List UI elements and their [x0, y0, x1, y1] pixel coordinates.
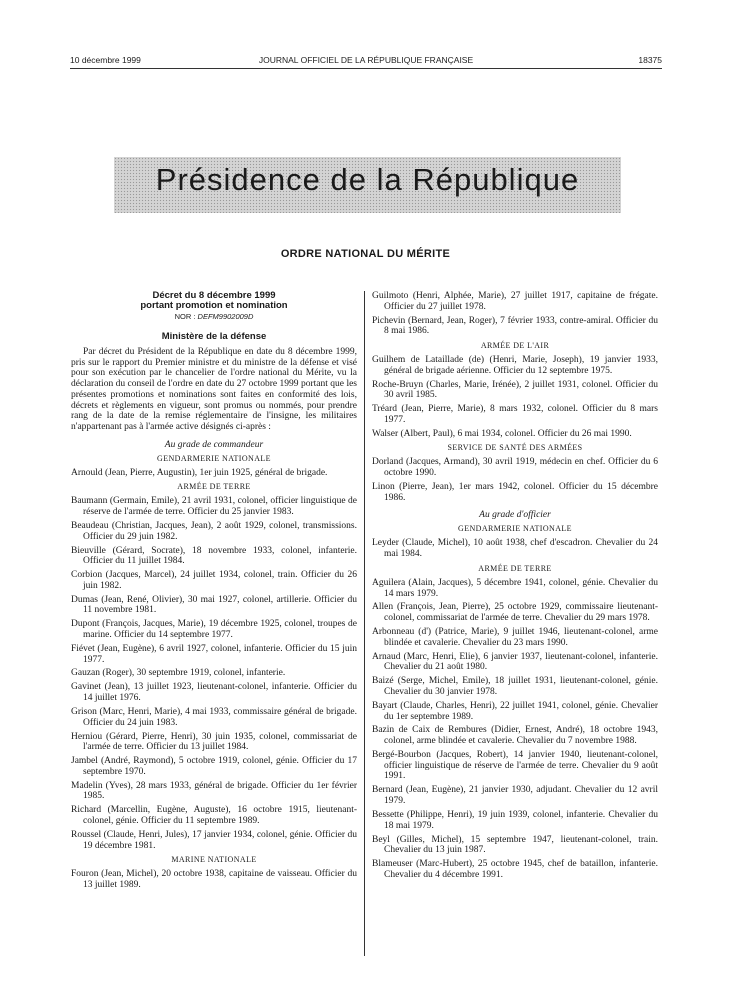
left-entries	[71, 440, 357, 891]
list-item: Arnould (Jean, Pierre, Augustin), 1er juin 1925, général de brigade.	[71, 467, 328, 478]
list-item: Fiévet (Jean, Eugène), 6 avril 1927, colonel, infanterie. Officier du 15 juin 1977.	[71, 643, 357, 665]
list-item: Herniou (Gérard, Pierre, Henri), 30 juin 1935, colonel, commissariat de l'armée de terre. Officier du 13 juillet 1984.	[71, 731, 357, 753]
list-item: Bazin de Caix de Rembures (Didier, Ernest, André), 18 octobre 1943, colonel, arme blindée et cavalerie. Chevalier du 7 novembre 1988.	[372, 725, 658, 747]
header-rule	[70, 68, 662, 69]
list-item: Aguilera (Alain, Jacques), 5 décembre 1941, colonel, génie. Chevalier du 14 mars 1979.	[372, 577, 658, 599]
list-item: Grison (Marc, Henri, Marie), 4 mai 1933, commissaire général de brigade. Officier du 24 juin 1983.	[71, 706, 357, 728]
list-item: Guilmoto (Henri, Alphée, Marie), 27 juillet 1917, capitaine de frégate. Officier du 27 juillet 1978.	[372, 291, 658, 312]
left-column	[71, 291, 357, 894]
nor-label: NOR :	[174, 312, 196, 321]
header-date: 10 décembre 1999	[70, 55, 141, 65]
subsection-heading: ARMÉE DE TERRE	[478, 563, 552, 573]
list-item: Blameuser (Marc-Hubert), 25 octobre 1945, chef de bataillon, infanterie. Chevalier du 4 décembre 1991.	[372, 859, 658, 880]
decree-intro: Par décret du Président de la République en date du 8 décembre 1999, pris sur le rapport du Premier ministre et du ministre de la défense et visé pour son exécution par le chancelier de l'ordre national du Mérite, vu la déclaration du conseil de l'ordre en date du 27 octobre 1999 portant que les présentes promotions et nominations sont faites en conformité des lois, décrets et règlements en vigueur, sont promus ou nommés, pour prendre rang de la date de la remise réglementaire de l'insigne, les militaires n'appartenant pas à l'armée active désignés ci-après :	[71, 347, 357, 432]
subsection-heading: MARINE NATIONALE	[171, 855, 257, 865]
list-item: Beaudeau (Christian, Jacques, Jean), 2 août 1929, colonel, transmissions. Officier du 29 juin 1982.	[71, 520, 357, 542]
nor-code: DEFM9902009D	[197, 312, 254, 321]
list-item: Richard (Marcellin, Eugène, Auguste), 16 octobre 1915, lieutenant-colonel, génie. Officier du 11 septembre 1989.	[71, 805, 357, 827]
header-journal-title: JOURNAL OFFICIEL DE LA RÉPUBLIQUE FRANÇAISE	[258, 55, 474, 65]
list-item: Linon (Pierre, Jean), 1er mars 1942, colonel. Officier du 15 décembre 1986.	[372, 482, 658, 503]
grade-heading: Au grade d'officier	[479, 510, 551, 521]
list-item: Gavinet (Jean), 13 juillet 1923, lieutenant-colonel, infanterie. Officier du 14 juillet 1976.	[71, 682, 357, 704]
right-entries	[372, 291, 658, 881]
column-divider	[364, 291, 365, 956]
list-item: Fouron (Jean, Michel), 20 octobre 1938, capitaine de vaisseau. Officier du 13 juillet 1989.	[71, 869, 357, 891]
list-item: Arnaud (Marc, Henri, Elie), 6 janvier 1937, lieutenant-colonel, infanterie. Chevalier du 21 août 1980.	[372, 651, 658, 673]
section-title: ORDRE NATIONAL DU MÉRITE	[280, 248, 451, 260]
list-item: Bayart (Claude, Charles, Henri), 22 juillet 1941, colonel, génie. Chevalier du 1er septembre 1989.	[372, 700, 658, 722]
subsection-heading: GENDARMERIE NATIONALE	[157, 453, 271, 463]
list-item: Bessette (Philippe, Henri), 19 juin 1939, colonel, infanterie. Chevalier du 18 mai 1979.	[372, 809, 658, 831]
decree-title-line1: Décret du 8 décembre 1999	[152, 290, 276, 301]
subsection-heading: GENDARMERIE NATIONALE	[458, 524, 572, 534]
list-item: Dumas (Jean, René, Olivier), 30 mai 1927, colonel, artillerie. Officier du 11 novembre 1981.	[71, 594, 357, 616]
list-item: Dupont (François, Jacques, Marie), 19 décembre 1925, colonel, troupes de marine. Officier du 14 septembre 1977.	[71, 619, 357, 640]
list-item: Bieuville (Gérard, Socrate), 18 novembre 1933, colonel, infanterie. Officier du 11 juillet 1984.	[71, 545, 357, 567]
page-header	[70, 55, 662, 67]
list-item: Baizé (Serge, Michel, Emile), 18 juillet 1931, lieutenant-colonel, génie. Chevalier du 30 janvier 1978.	[372, 676, 658, 697]
list-item: Tréard (Jean, Pierre, Marie), 8 mars 1932, colonel. Officier du 8 mars 1977.	[372, 404, 658, 425]
list-item: Bernard (Jean, Eugène), 21 janvier 1930, adjudant. Chevalier du 12 avril 1979.	[372, 785, 658, 807]
list-item: Baumann (Germain, Emile), 21 avril 1931, colonel, officier linguistique de réserve de l'armée de terre. Officier du 25 janvier 1983.	[71, 496, 357, 518]
list-item: Allen (François, Jean, Pierre), 25 octobre 1929, commissaire lieutenant-colonel, commissariat de l'armée de terre. Chevalier du 29 mars 1978.	[372, 602, 658, 624]
list-item: Dorland (Jacques, Armand), 30 avril 1919, médecin en chef. Officier du 6 octobre 1990.	[372, 457, 658, 479]
header-page-number: 18375	[638, 55, 662, 65]
list-item: Jambel (André, Raymond), 5 octobre 1919, colonel, génie. Officier du 17 septembre 1970.	[71, 756, 357, 777]
banner-title: Présidence de la République	[155, 162, 580, 197]
list-item: Guilhem de Lataillade (de) (Henri, Marie, Joseph), 19 janvier 1933, général de brigade aérienne. Officier du 12 septembre 1975.	[372, 355, 658, 376]
subsection-heading: ARMÉE DE TERRE	[177, 482, 251, 492]
list-item: Arbonneau (d') (Patrice, Marie), 9 juillet 1946, lieutenant-colonel, arme blindée et cavalerie. Chevalier du 23 mars 1990.	[372, 627, 658, 648]
ministry-title: Ministère de la défense	[161, 331, 267, 342]
list-item: Roche-Bruyn (Charles, Marie, Irénée), 2 juillet 1931, colonel. Officier du 30 avril 1985.	[372, 379, 658, 401]
subsection-heading: ARMÉE DE L'AIR	[480, 341, 550, 350]
list-item: Corbion (Jacques, Marcel), 24 juillet 1934, colonel, train. Officier du 26 juin 1982.	[71, 570, 357, 591]
decree-nor	[71, 312, 357, 322]
right-column	[372, 291, 658, 884]
list-item: Roussel (Claude, Henri, Jules), 17 janvier 1934, colonel, génie. Officier du 19 décembre 1981.	[71, 829, 357, 851]
list-item: Pichevin (Bernard, Jean, Roger), 7 février 1933, contre-amiral. Officier du 8 mai 1986.	[372, 315, 658, 337]
decree-title-line2: portant promotion et nomination	[140, 300, 288, 311]
list-item: Bergé-Bourbon (Jacques, Robert), 14 janvier 1940, lieutenant-colonel, officier linguistique de réserve de l'armée de terre. Chevalier du 9 août 1991.	[372, 750, 658, 782]
list-item: Leyder (Claude, Michel), 10 août 1938, chef d'escadron. Chevalier du 24 mai 1984.	[372, 538, 658, 560]
subsection-heading: SERVICE DE SANTÉ DES ARMÉES	[447, 443, 583, 453]
list-item: Beyl (Gilles, Michel), 15 septembre 1947, lieutenant-colonel, train. Chevalier du 13 juin 1987.	[372, 834, 658, 856]
list-item: Madelin (Yves), 28 mars 1933, général de brigade. Officier du 1er février 1985.	[71, 780, 357, 802]
grade-heading: Au grade de commandeur	[164, 439, 264, 450]
list-item: Walser (Albert, Paul), 6 mai 1934, colonel. Officier du 26 mai 1990.	[372, 428, 632, 439]
list-item: Gauzan (Roger), 30 septembre 1919, colonel, infanterie.	[71, 668, 286, 679]
